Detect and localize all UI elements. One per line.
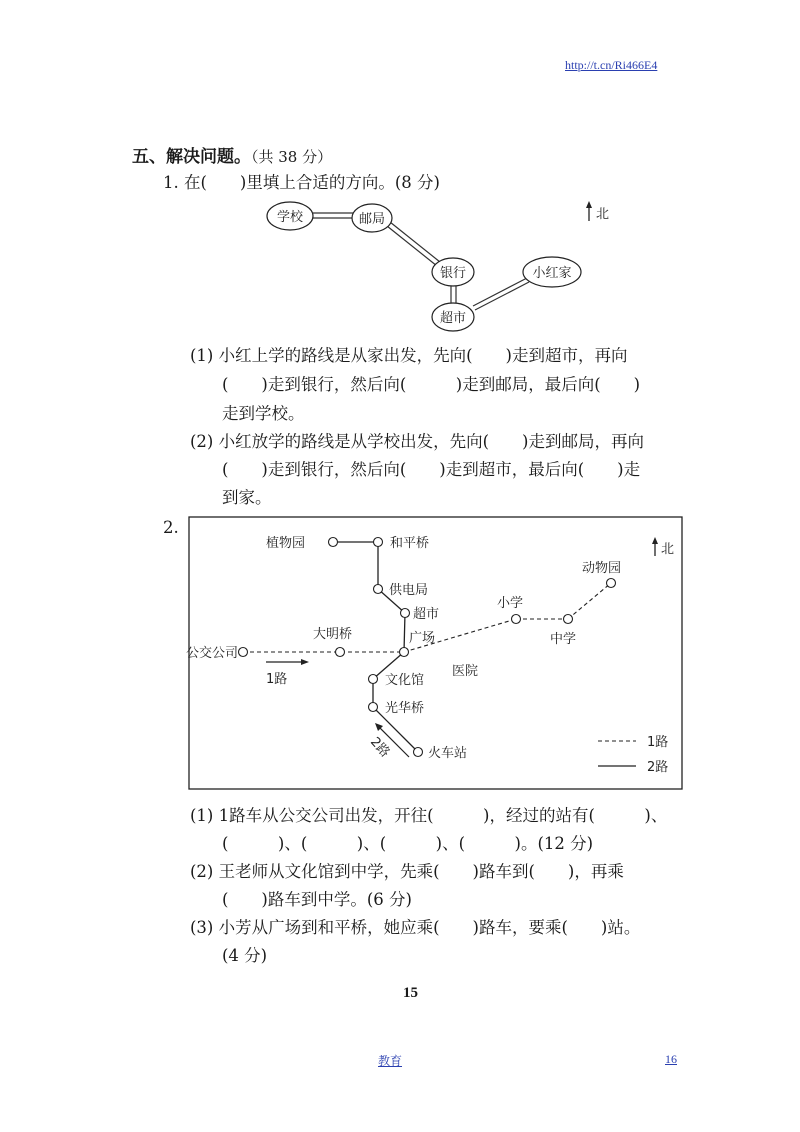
source-link[interactable]: http://t.cn/Ri466E4	[565, 58, 658, 72]
q2-map	[186, 517, 682, 789]
q1-north-label: 北	[596, 207, 610, 222]
q2-north-label: 北	[661, 542, 675, 557]
place-xiaohong-home-label: 小红家	[532, 266, 572, 281]
legend-route2-label: 2路	[647, 760, 669, 775]
place-post-office-label: 邮局	[358, 212, 386, 227]
station-wenhuaguan	[369, 675, 378, 684]
station-hepingqiao	[374, 538, 383, 547]
footer-page-link[interactable]: 16	[665, 1052, 677, 1066]
route2-line	[333, 542, 418, 752]
station-xiaoxue	[512, 615, 521, 624]
station-guanghuaqiao	[369, 703, 378, 712]
label-chaoshi: 超市	[413, 607, 440, 622]
footer-edu-link[interactable]: 教育	[378, 1054, 403, 1068]
q1-sub1-line1: (1) 小红上学的路线是从家出发，先向( )走到超市，再向	[190, 346, 628, 365]
q1-map	[267, 201, 609, 331]
q2-sub2-line2: ( )路车到中学。(6 分)	[222, 890, 412, 909]
label-guangchang: 广场	[409, 631, 436, 646]
q2-sub3-line1: (3) 小芳从广场到和平桥，她应乘( )路车，要乘( )站。	[190, 918, 641, 937]
q1-sub2-line1: (2) 小红放学的路线是从学校出发，先向( )走到邮局，再向	[190, 432, 644, 451]
section-points: （共 38 分）	[251, 148, 333, 166]
label-dongwuyuan: 动物园	[582, 561, 622, 576]
q2-sub3-line2: (4 分)	[222, 946, 268, 965]
route2-direction-label: 2路	[367, 734, 393, 761]
station-zhongxue	[564, 615, 573, 624]
q2-number: 2.	[163, 518, 179, 537]
label-gongjiao: 公交公司	[186, 646, 239, 661]
label-guanghuaqiao: 光华桥	[385, 701, 425, 716]
station-gongdianju	[374, 585, 383, 594]
place-supermarket-label: 超市	[439, 311, 467, 326]
q1-sub1-line2: ( )走到银行，然后向( )走到邮局，最后向( )	[222, 375, 641, 394]
legend-route1-label: 1路	[647, 735, 669, 750]
page-number: 15	[403, 985, 418, 1001]
station-chaoshi	[401, 609, 410, 618]
q1-north-arrow-icon	[586, 201, 592, 221]
section-title-text: 五、解决问题。	[132, 147, 251, 167]
place-school-label: 学校	[276, 210, 304, 225]
label-wenhuaguan: 文化馆	[385, 673, 425, 688]
q2-north-arrow-icon	[652, 537, 658, 556]
route1-direction-arrow-icon	[266, 659, 309, 665]
station-guangchang	[400, 648, 409, 657]
station-damingqiao	[336, 648, 345, 657]
label-yiyuan: 医院	[452, 664, 479, 679]
route1-direction-label: 1路	[266, 672, 288, 687]
label-zhiwuyuan: 植物园	[266, 536, 306, 551]
q1-title: 1. 在( )里填上合适的方向。(8 分)	[163, 173, 440, 192]
station-dongwuyuan	[607, 579, 616, 588]
q1-sub1-line3: 走到学校。	[222, 404, 305, 423]
q2-sub1-line2: ( )、( )、( )、( )。(12 分)	[222, 834, 594, 853]
station-gongjiao	[239, 648, 248, 657]
label-hepingqiao: 和平桥	[390, 536, 430, 551]
label-damingqiao: 大明桥	[313, 627, 353, 642]
q2-sub2-line1: (2) 王老师从文化馆到中学，先乘( )路车到( )，再乘	[190, 862, 624, 881]
label-xiaoxue: 小学	[497, 596, 524, 611]
station-huochezhan	[414, 748, 423, 757]
place-bank-label: 银行	[439, 266, 467, 281]
label-zhongxue: 中学	[550, 632, 577, 647]
q1-sub2-line3: 到家。	[222, 488, 272, 507]
label-huochezhan: 火车站	[428, 746, 468, 761]
q2-sub1-line1: (1) 1路车从公交公司出发，开往( )，经过的站有( )、	[190, 806, 668, 825]
q1-sub2-line2: ( )走到银行，然后向( )走到超市，最后向( )走	[222, 460, 641, 479]
station-zhiwuyuan	[329, 538, 338, 547]
label-gongdianju: 供电局	[389, 583, 429, 598]
